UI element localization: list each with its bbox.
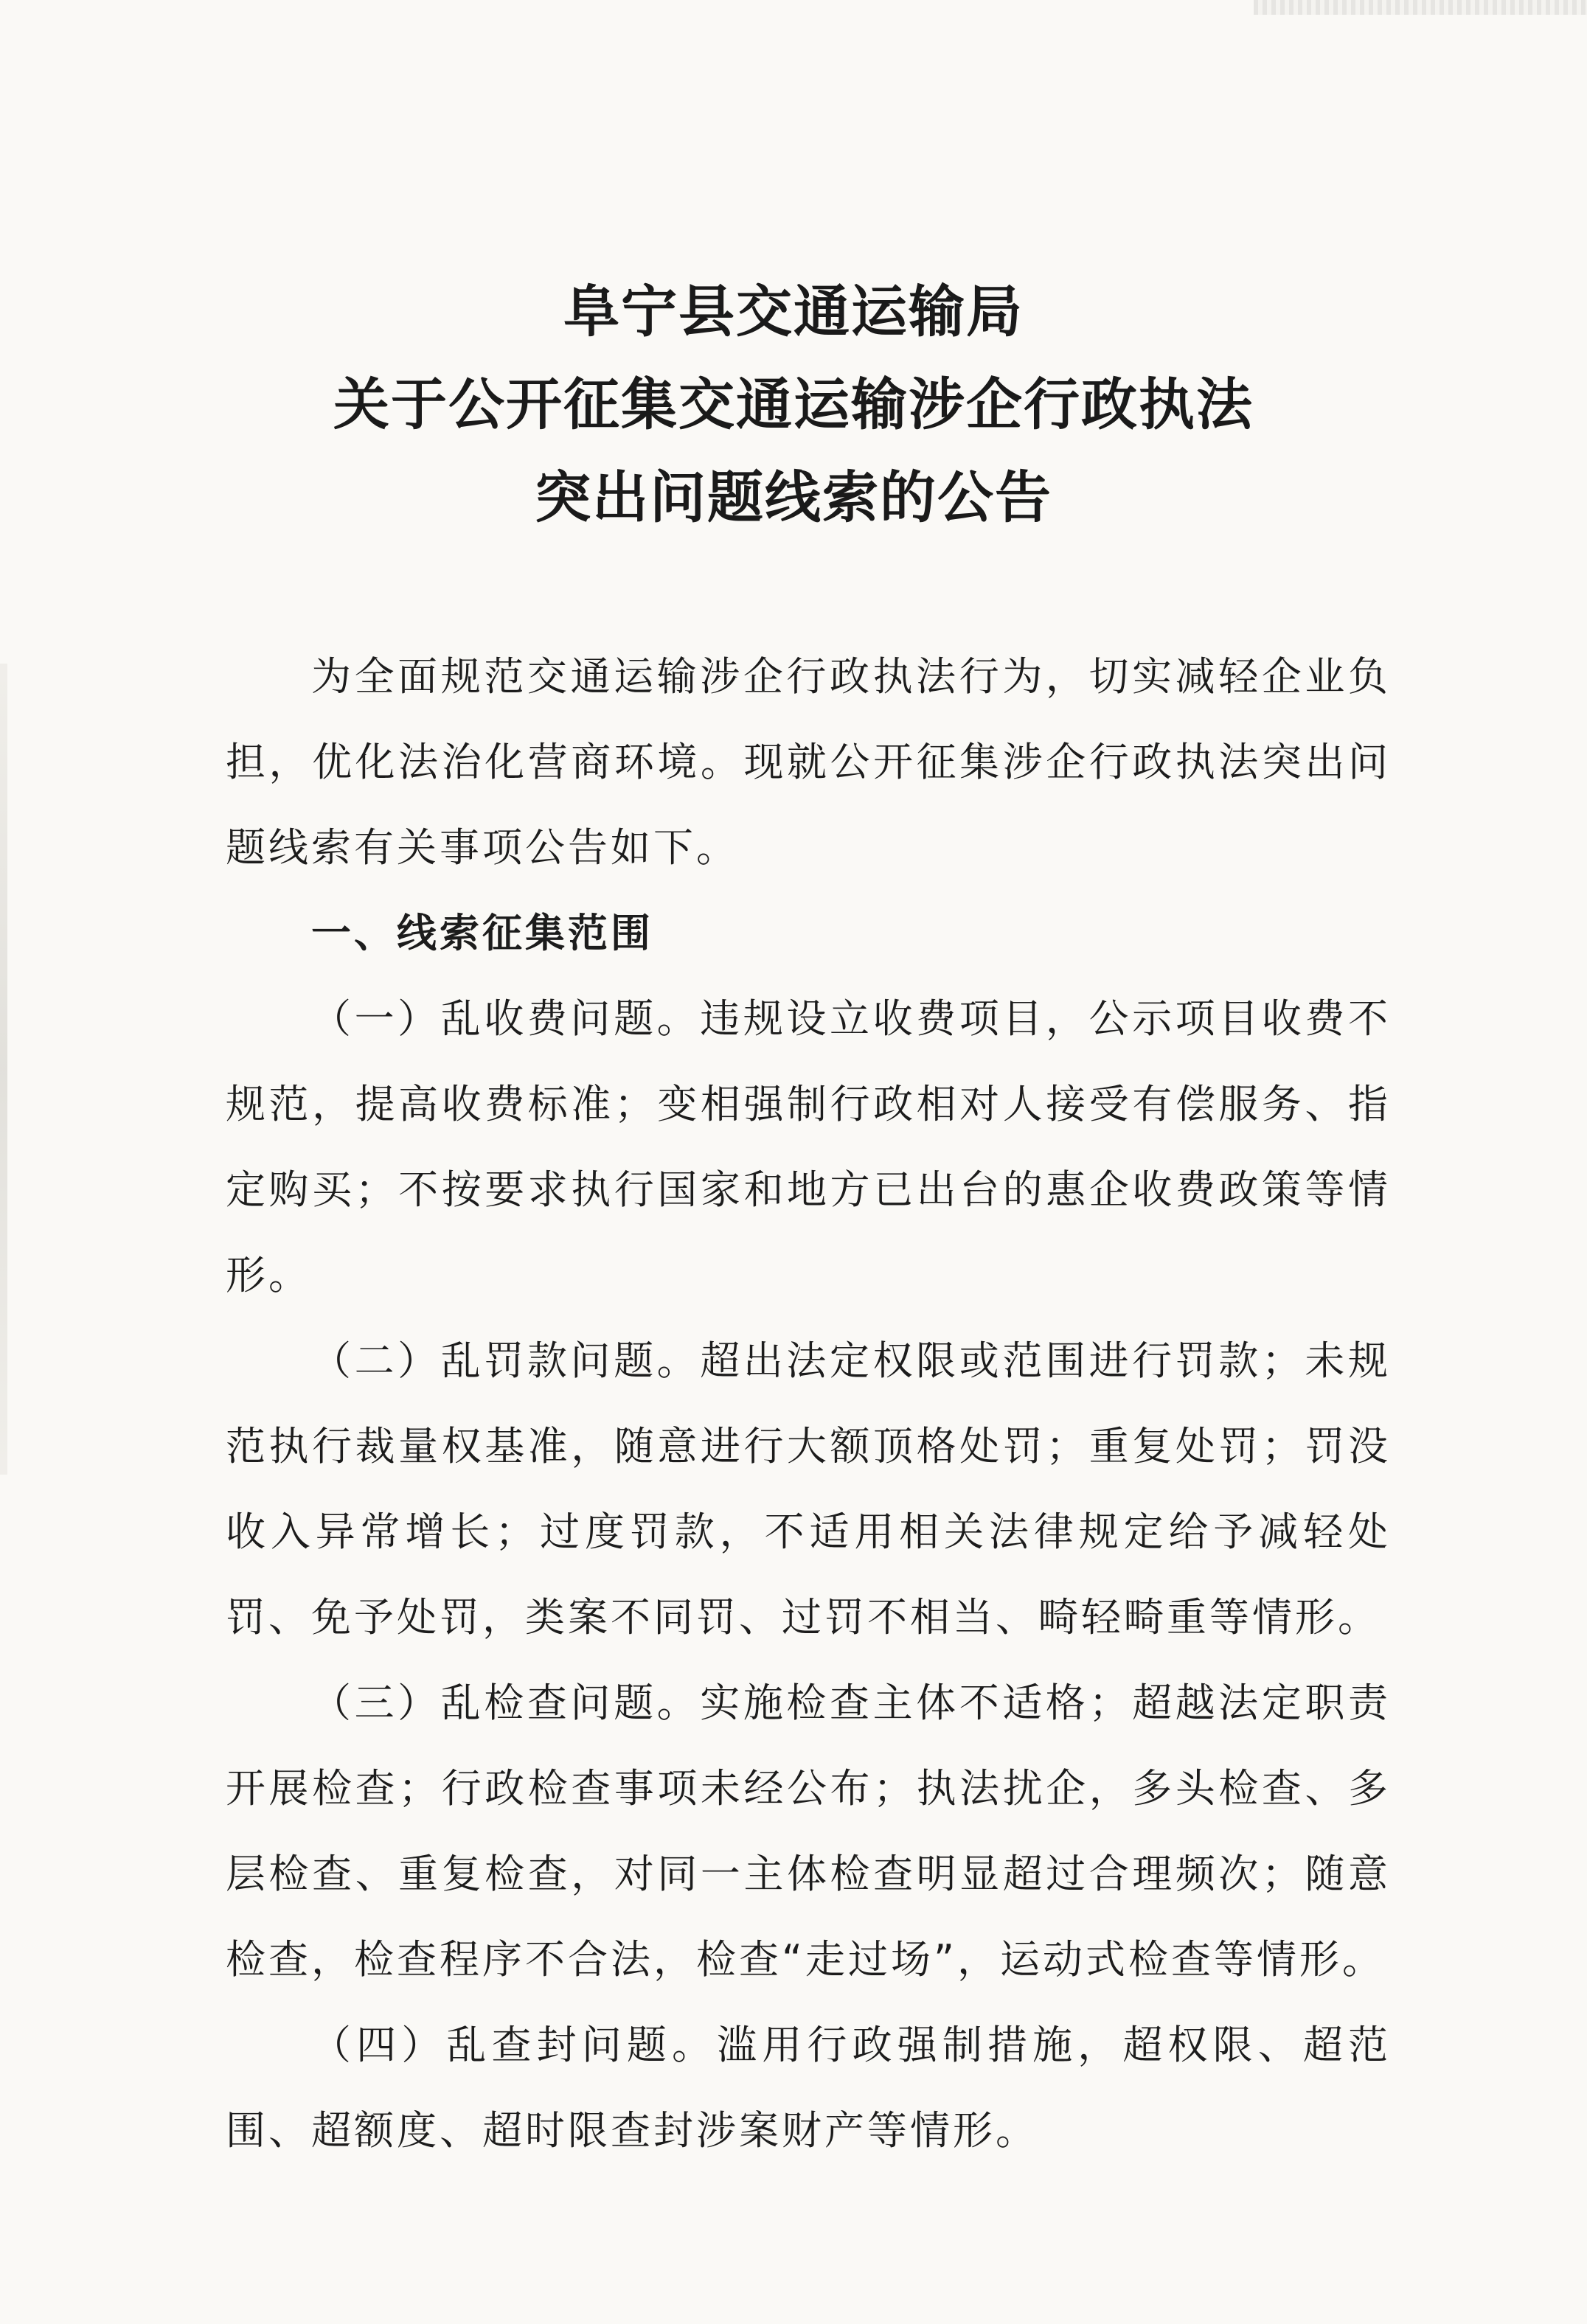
item-paragraph-3: （三）乱检查问题。实施检查主体不适格；超越法定职责开展检查；行政检查事项未经公布；执法扰企，多头检查、多层检查、重复检查，对同一主体检查明显超过合理频次；随意检查，检查程序不合法，检查“走过场”，运动式检查等情形。 — [226, 1680, 1391, 1983]
document-body — [226, 634, 1391, 2174]
title-line-2: 关于公开征集交通运输涉企行政执法 — [333, 372, 1254, 437]
title-line-3: 突出问题线索的公告 — [535, 465, 1052, 530]
scan-artifact-left — [0, 664, 7, 1475]
item-paragraph-1: （一）乱收费问题。违规设立收费项目，公示项目收费不规范，提高收费标准；变相强制行政相对人接受有偿服务、指定购买；不按要求执行国家和地方已出台的惠企收费政策等情形。 — [226, 995, 1391, 1298]
document-title — [0, 265, 1587, 544]
item-paragraph-4: （四）乱查封问题。滥用行政强制措施，超权限、超范围、超额度、超时限查封涉案财产等情形。 — [226, 2022, 1391, 2154]
item-paragraph-2: （二）乱罚款问题。超出法定权限或范围进行罚款；未规范执行裁量权基准，随意进行大额顶格处罚；重复处罚；罚没收入异常增长；过度罚款，不适用相关法律规定给予减轻处罚、免予处罚，类案不同罚、过罚不相当、畸轻畸重等情形。 — [226, 1337, 1391, 1641]
title-line-1: 阜宁县交通运输局 — [563, 279, 1024, 344]
intro-paragraph: 为全面规范交通运输涉企行政执法行为，切实减轻企业负担，优化法治化营商环境。现就公开征集涉企行政执法突出问题线索有关事项公告如下。 — [226, 653, 1391, 871]
scan-artifact-top — [1254, 0, 1587, 15]
section-heading: 一、线索征集范围 — [311, 910, 653, 956]
